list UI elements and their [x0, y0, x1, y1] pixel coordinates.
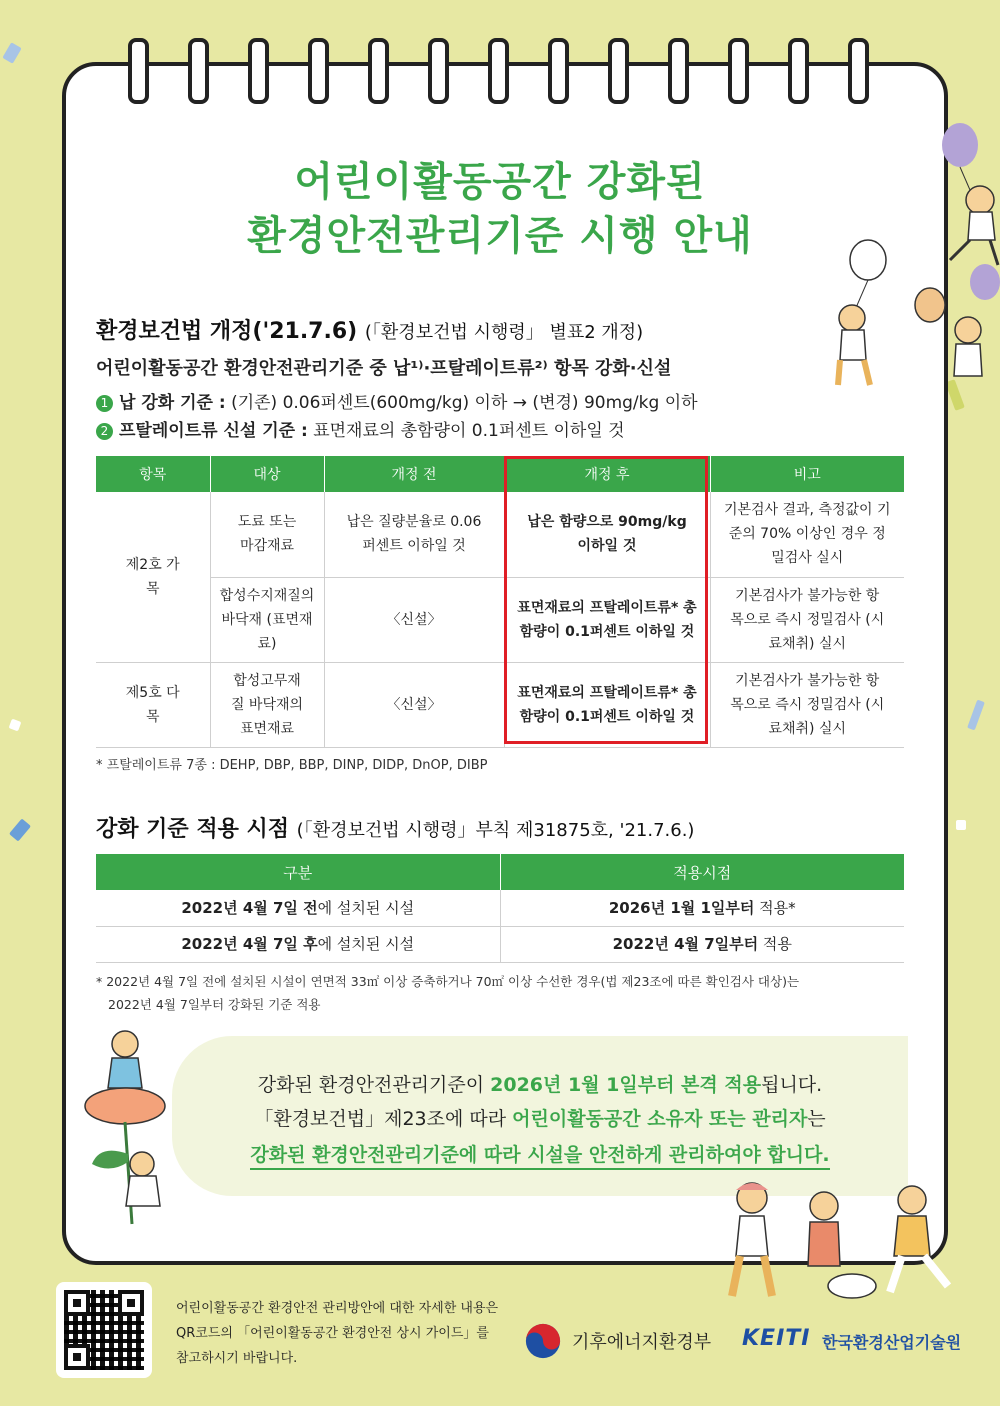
spiral-ring-icon	[308, 38, 329, 104]
qr-finder	[64, 1344, 90, 1370]
page-title-line2: 환경안전관리기준 시행 안내	[247, 213, 753, 259]
callout-line3	[172, 1140, 908, 1167]
target-cell: 합성고무재질 바닥재의 표면재료	[210, 662, 324, 747]
table-row	[96, 926, 904, 962]
section2-heading-text: 강화 기준 적용 시점	[96, 817, 289, 842]
confetti	[9, 818, 31, 841]
callout-l1b: 2026년 1월 1일부터 본격 적용	[490, 1074, 762, 1096]
section1-heading-sub: (「환경보건법 시행령」 별표2 개정)	[364, 322, 644, 343]
spiral-ring-icon	[188, 38, 209, 104]
after-cell: 표면재료의 프탈레이트류* 총함량이 0.1퍼센트 이하일 것	[504, 577, 710, 662]
qr-finder	[118, 1290, 144, 1316]
callout-l2c: 는	[807, 1108, 826, 1130]
timeline-table	[96, 854, 904, 963]
apply-date-cell	[500, 926, 904, 962]
category-bold: 2022년 4월 7일 전	[181, 898, 318, 917]
callout-line1	[172, 1070, 908, 1097]
table-header-row	[96, 456, 904, 492]
header-before: 개정 전	[324, 456, 504, 492]
note-cell: 기본검사 결과, 측정값이 기준의 70% 이상인 경우 정밀검사 실시	[710, 492, 904, 577]
footer-guide-text	[176, 1296, 498, 1371]
table1-footnote: * 프탈레이트류 7종 : DEHP, DBP, BBP, DINP, DIDP, DnOP, DIBP	[96, 758, 488, 773]
spiral-ring-icon	[368, 38, 389, 104]
before-cell: 〈신설〉	[324, 577, 504, 662]
before-cell: 〈신설〉	[324, 662, 504, 747]
group-cell: 제5호 다목	[96, 662, 210, 747]
target-cell: 합성수지재질의 바닥재 (표면재료)	[210, 577, 324, 662]
number-badge-1: 1	[96, 395, 113, 412]
flower-kids-illustration	[80, 1024, 190, 1234]
spiral-ring-icon	[608, 38, 629, 104]
date-bold: 2026년 1월 1일부터	[608, 898, 755, 917]
category-bold: 2022년 4월 7일 후	[181, 935, 318, 953]
callout-line2	[172, 1104, 908, 1131]
confetti	[956, 820, 966, 830]
item1-text: (기존) 0.06퍼센트(600mg/kg) 이하 → (변경) 90mg/kg 이하	[231, 393, 698, 413]
footer-line2: QR코드의 「어린이활동공간 환경안전 상시 가이드」를	[176, 1326, 489, 1341]
qr-code[interactable]	[56, 1282, 152, 1378]
section2-heading	[96, 812, 694, 843]
item2-label: 프탈레이트류 신설 기준 :	[119, 421, 308, 441]
before-cell: 납은 질량분율로 0.06퍼센트 이하일 것	[324, 492, 504, 577]
callout-l2a: 「환경보건법」제23조에 따라	[254, 1108, 513, 1130]
spiral-ring-icon	[428, 38, 449, 104]
page-title-line1: 어린이활동공간 강화된	[294, 159, 706, 205]
callout-l1c: 됩니다.	[761, 1074, 823, 1096]
table-header-row	[96, 854, 904, 890]
section1-subtitle: 어린이활동공간 환경안전관리기준 중 납¹⁾·프탈레이트류²⁾ 항목 강화·신설	[96, 358, 672, 379]
table-row	[96, 492, 904, 577]
apply-date-cell	[500, 890, 904, 926]
target-cell: 도료 또는 마감재료	[210, 492, 324, 577]
number-badge-2: 2	[96, 423, 113, 440]
taegeuk-logo-icon	[524, 1322, 562, 1360]
spiral-ring-icon	[248, 38, 269, 104]
header-target: 대상	[210, 456, 324, 492]
spiral-ring-icon	[728, 38, 749, 104]
confetti	[9, 719, 22, 732]
qr-finder	[64, 1290, 90, 1316]
section2-heading-sub: (「환경보건법 시행령」부칙 제31875호, '21.7.6.)	[296, 820, 695, 841]
callout-l3: 강화된 환경안전관리기준에 따라 시설을 안전하게 관리하여야 합니다.	[250, 1144, 829, 1170]
header-item: 항목	[96, 456, 210, 492]
spiral-ring-icon	[668, 38, 689, 104]
footer-line3: 참고하시기 바랍니다.	[176, 1351, 298, 1366]
section1-heading	[96, 314, 643, 345]
table2-footnote-line1: * 2022년 4월 7일 전에 설치된 시설이 연면적 33㎡ 이상 증축하거나 70㎡ 이상 수선한 경우(법 제23조에 따른 확인검사 대상)는	[96, 974, 800, 989]
confetti	[967, 700, 985, 731]
date-rest: 적용*	[754, 898, 796, 917]
group-cell: 제2호 가목	[96, 492, 210, 662]
running-kids-illustration	[712, 1176, 982, 1306]
date-bold: 2022년 4월 7일부터	[612, 935, 759, 953]
date-rest: 적용	[758, 935, 792, 953]
section1-item2	[96, 416, 625, 441]
header-apply-date: 적용시점	[500, 854, 904, 890]
spiral-ring-icon	[128, 38, 149, 104]
header-category: 구분	[96, 854, 500, 890]
category-cell	[96, 890, 500, 926]
table-row	[96, 890, 904, 926]
note-cell: 기본검사가 불가능한 항목으로 즉시 정밀검사 (시료채취) 실시	[710, 577, 904, 662]
spiral-ring-icon	[548, 38, 569, 104]
table-row	[96, 662, 904, 747]
section1-item1	[96, 388, 698, 413]
header-note: 비고	[710, 456, 904, 492]
keiti-name: 한국환경산업기술원	[822, 1333, 962, 1352]
spiral-ring-icon	[848, 38, 869, 104]
table2-footnote-line2: 2022년 4월 7일부터 강화된 기준 적용	[108, 997, 321, 1012]
after-cell: 납은 함량으로 90mg/kg 이하일 것	[504, 492, 710, 577]
category-rest: 에 설치된 시설	[317, 935, 415, 953]
after-cell: 표면재료의 프탈레이트류* 총함량이 0.1퍼센트 이하일 것	[504, 662, 710, 747]
highlight-box	[504, 456, 708, 744]
callout-l2b: 어린이활동공간 소유자 또는 관리자	[512, 1108, 808, 1130]
footer-line1: 어린이활동공간 환경안전 관리방안에 대한 자세한 내용은	[176, 1301, 499, 1316]
spiral-ring-icon	[488, 38, 509, 104]
standards-table	[96, 456, 904, 748]
header-after: 개정 후	[504, 456, 710, 492]
callout-l1a: 강화된 환경안전관리기준이	[257, 1074, 491, 1096]
note-cell: 기본검사가 불가능한 항목으로 즉시 정밀검사 (시료채취) 실시	[710, 662, 904, 747]
item2-text: 표면재료의 총함량이 0.1퍼센트 이하일 것	[313, 421, 625, 441]
section1-heading-text: 환경보건법 개정('21.7.6)	[96, 319, 358, 344]
category-cell	[96, 926, 500, 962]
ministry-name: 기후에너지환경부	[572, 1332, 712, 1353]
keiti-logo: KEITI	[742, 1326, 811, 1351]
spiral-ring-icon	[788, 38, 809, 104]
table-row	[96, 577, 904, 662]
item1-label: 납 강화 기준 :	[119, 393, 226, 413]
confetti	[2, 42, 21, 64]
category-rest: 에 설치된 시설	[317, 898, 415, 917]
